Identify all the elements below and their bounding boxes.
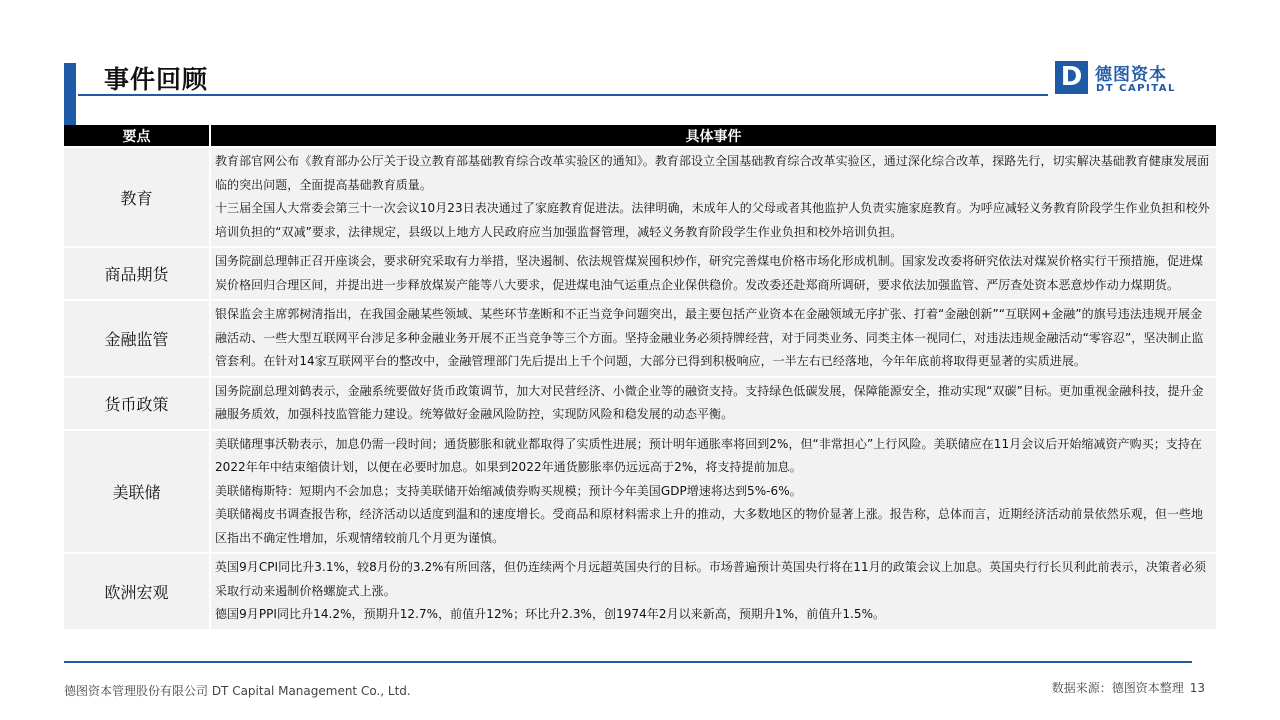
- detail-paragraph: 美联储梅斯特：短期内不会加息；支持美联储开始缩减债券购买规模；预计今年美国GDP增速将达到5%-6%。: [215, 483, 802, 498]
- detail-paragraph: 银保监会主席郭树清指出，在我国金融某些领域、某些环节垄断和不正当竞争问题突出，最主要包括产业资本在金融领域无序扩张、打着“金融创新”“互联网+金融”的旗号违法违规开展金融活动、一些大型互联网平台涉足多种金融业务开展不正当竞争等三个方面。坚持金融业务必须持牌经营，对于同类业务、同类主体一视同仁，对违法违规金融活动“零容忍”，坚决制止监管套利。在针对14家互联网平台的整改中，金融管理部门先后提出上千个问题，大部分已得到积极响应，一半左右已经落地，今年年底前将取得更显著的实质进展。: [215, 307, 1204, 368]
- column-header-detail: 具体事件: [210, 125, 1216, 147]
- detail-paragraph: 教育部官网公布《教育部办公厅关于设立教育部基础教育综合改革实验区的通知》。教育部设立全国基础教育综合改革实验区，通过深化综合改革，探路先行，切实解决基础教育健康发展面临的突出问题，全面提高基础教育质量。: [215, 154, 1210, 192]
- row-detail: [210, 377, 1216, 430]
- page-title: 事件回顾: [104, 65, 209, 94]
- logo-english-name: DT CAPITAL: [1096, 83, 1176, 94]
- row-detail: [210, 553, 1216, 629]
- table-row-commodity-futures: [64, 247, 1216, 300]
- table-row-financial-regulation: [64, 300, 1216, 377]
- title-accent-bar: [64, 63, 76, 125]
- detail-paragraph: 美联储褐皮书调查报告称，经济活动以适度到温和的速度增长。受商品和原材料需求上升的推动，大多数地区的物价显著上涨。报告称，总体而言，近期经济活动前景依然乐观，但一些地区指出不确定性增加，乐观情绪较前几个月更为谨慎。: [215, 507, 1204, 545]
- row-topic: 教育: [64, 147, 210, 247]
- detail-paragraph: 英国9月CPI同比升3.1%，较8月份的3.2%有所回落，但仍连续两个月远超英国央行的目标。市场普遍预计英国央行将在11月的政策会议上加息。英国央行行长贝利此前表示，决策者必须采取行动来遏制价格螺旋式上涨。: [215, 560, 1207, 598]
- title-underline: [78, 94, 1048, 96]
- detail-paragraph: 十三届全国人大常委会第三十一次会议10月23日表决通过了家庭教育促进法。法律明确，未成年人的父母或者其他监护人负责实施家庭教育。为呼应减轻义务教育阶段学生作业负担和校外培训负担的“双减”要求，法律规定，县级以上地方人民政府应当加强监督管理，减轻义务教育阶段学生作业负担和校外培训负担。: [215, 201, 1210, 239]
- row-topic: 货币政策: [64, 377, 210, 430]
- footer-source: [1052, 679, 1205, 696]
- logo-chinese-name: 德图资本: [1095, 65, 1167, 85]
- events-table: [64, 125, 1216, 629]
- row-detail: [210, 300, 1216, 377]
- bottom-divider: [64, 661, 1192, 663]
- table-row-education: [64, 147, 1216, 247]
- table-row-monetary-policy: [64, 377, 1216, 430]
- detail-paragraph: 德国9月PPI同比升14.2%，预期升12.7%，前值升12%；环比升2.3%，创1974年2月以来新高，预期升1%，前值升1.5%。: [215, 607, 886, 621]
- footer-company: 德图资本管理股份有限公司 DT Capital Management Co., Ltd.: [64, 684, 411, 698]
- data-source-text: 数据来源：德图资本整理: [1051, 681, 1184, 695]
- row-detail: [210, 147, 1216, 247]
- detail-paragraph: 国务院副总理刘鹤表示，金融系统要做好货币政策调节，加大对民营经济、小微企业等的融资支持。支持绿色低碳发展，保障能源安全，推动实现“双碳”目标。更加重视金融科技，提升金融服务质效，加强科技监管能力建设。统筹做好金融风险防控，实现防风险和稳发展的动态平衡。: [215, 383, 1204, 421]
- row-detail: [210, 430, 1216, 554]
- column-header-topic: 要点: [64, 125, 210, 147]
- table-row-europe-macro: [64, 553, 1216, 629]
- row-topic: 金融监管: [64, 300, 210, 377]
- table-row-fed: [64, 430, 1216, 554]
- page-number: 13: [1189, 681, 1205, 695]
- row-topic: 商品期货: [64, 247, 210, 300]
- company-logo: [1055, 61, 1185, 97]
- row-topic: 欧洲宏观: [64, 553, 210, 629]
- row-topic: 美联储: [64, 430, 210, 554]
- detail-paragraph: 美联储理事沃勒表示，加息仍需一段时间；通货膨胀和就业都取得了实质性进展；预计明年通胀率将回到2%，但“非常担心”上行风险。美联储应在11月会议后开始缩减资产购买；支持在2022年年中结束缩债计划，以便在必要时加息。如果到2022年通货膨胀率仍远远高于2%，将支持提前加息。: [215, 436, 1202, 474]
- logo-mark-icon: D: [1055, 61, 1088, 94]
- row-detail: [210, 247, 1216, 300]
- table-header-row: [64, 125, 1216, 147]
- detail-paragraph: 国务院副总理韩正召开座谈会，要求研究采取有力举措，坚决遏制、依法规管煤炭囤积炒作，研究完善煤电价格市场化形成机制。国家发改委将研究依法对煤炭价格实行干预措施，促进煤炭价格回归合理区间，并提出进一步释放煤炭产能等八大要求，促进煤电油气运重点企业保供稳价。发改委还赴郑商所调研，要求依法加强监管、严厉查处资本恶意炒作动力煤期货。: [215, 254, 1204, 292]
